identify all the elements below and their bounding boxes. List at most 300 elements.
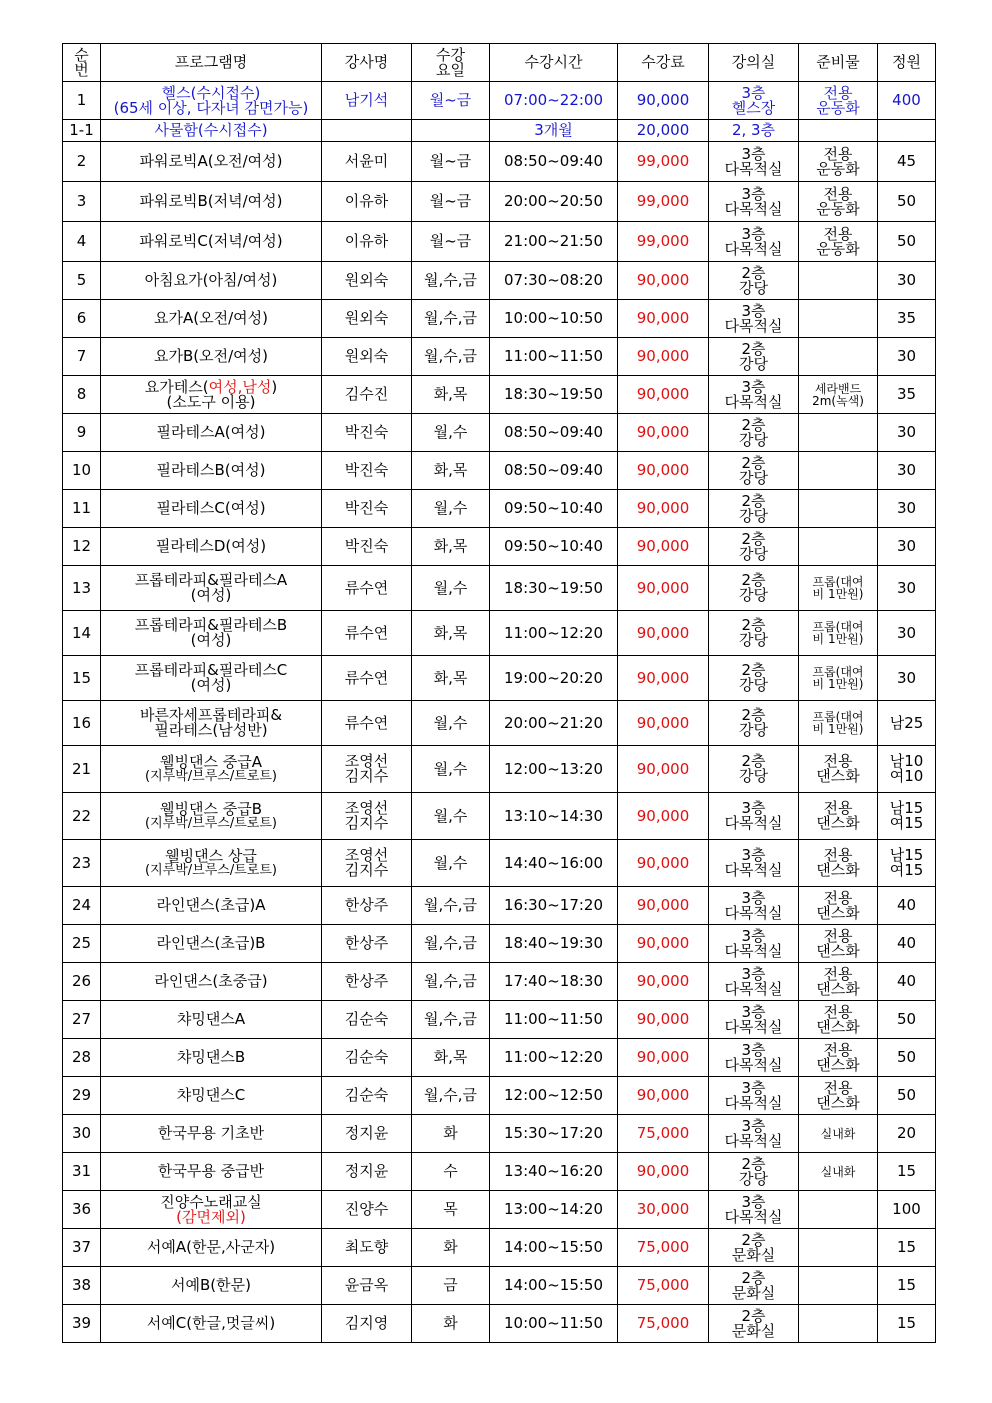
- classroom-line: 다목적실: [724, 1093, 783, 1112]
- supplies-line: 전용: [823, 964, 853, 983]
- capacity-line: 남15: [889, 799, 924, 817]
- supplies: [799, 82, 878, 120]
- class-time: [490, 1305, 618, 1343]
- program-name-line: (소도구 이용): [166, 392, 256, 411]
- capacity: [878, 82, 936, 120]
- program-name: [101, 528, 322, 566]
- classroom: [709, 1229, 799, 1267]
- classroom: [709, 452, 799, 490]
- class-days-line: 화,목: [433, 668, 468, 687]
- row-number-line: 12: [71, 537, 92, 555]
- table-row: [63, 1153, 936, 1191]
- row-number: [63, 120, 101, 142]
- instructor-line: 원외숙: [344, 271, 389, 289]
- class-time-line: 11:00~11:50: [503, 1010, 604, 1028]
- fee: [618, 82, 709, 120]
- fee-line: 99,000: [636, 152, 690, 170]
- capacity: [878, 887, 936, 925]
- table-row: [63, 262, 936, 300]
- program-name-line: 웰빙댄스 중급A: [160, 753, 262, 771]
- fee-line: 75,000: [636, 1238, 690, 1256]
- fee-line: 75,000: [636, 1314, 690, 1332]
- class-days: [412, 746, 490, 793]
- classroom: [709, 701, 799, 746]
- class-days: [412, 963, 490, 1001]
- classroom: [709, 338, 799, 376]
- header-no: 순 번: [63, 44, 101, 82]
- supplies: [799, 300, 878, 338]
- program-name: [101, 1191, 322, 1229]
- class-time-line: 20:00~20:50: [503, 192, 604, 210]
- fee-line: 90,000: [636, 1048, 690, 1066]
- capacity-line: 35: [896, 385, 917, 403]
- row-number: [63, 1115, 101, 1153]
- instructor: [322, 338, 412, 376]
- capacity: [878, 925, 936, 963]
- table-row: [63, 925, 936, 963]
- row-number: [63, 1191, 101, 1229]
- class-time: [490, 1191, 618, 1229]
- capacity: [878, 1077, 936, 1115]
- instructor: [322, 1115, 412, 1153]
- classroom-line: 강당: [739, 1169, 768, 1188]
- capacity: [878, 262, 936, 300]
- fee: [618, 376, 709, 414]
- instructor: [322, 1001, 412, 1039]
- classroom-line: 2층: [741, 453, 766, 472]
- instructor: [322, 925, 412, 963]
- capacity-line: 35: [896, 309, 917, 327]
- row-number-line: 39: [71, 1314, 92, 1332]
- classroom-line: 다목적실: [724, 316, 783, 335]
- class-days: [412, 925, 490, 963]
- capacity: [878, 656, 936, 701]
- classroom: [709, 1153, 799, 1191]
- capacity-line: 30: [896, 537, 917, 555]
- instructor: [322, 490, 412, 528]
- class-days-line: 수: [443, 1162, 458, 1180]
- row-number: [63, 262, 101, 300]
- program-name-line: 파워로빅B(저녁/여성): [139, 192, 283, 210]
- class-time-line: 11:00~12:20: [503, 1048, 604, 1066]
- instructor: [322, 793, 412, 840]
- supplies: [799, 1305, 878, 1343]
- fee: [618, 887, 709, 925]
- program-name: [101, 701, 322, 746]
- program-name-line: 서예C(한글,멋글씨): [146, 1314, 276, 1332]
- supplies-line: 프롭(대여: [812, 665, 864, 679]
- fee-line: 90,000: [636, 972, 690, 990]
- class-time-line: 07:00~22:00: [503, 91, 604, 109]
- classroom-line: 다목적실: [724, 861, 783, 879]
- capacity-line: 여15: [889, 814, 924, 832]
- program-name-line: (여성): [190, 631, 232, 649]
- program-name-line: 챠밍댄스B: [176, 1048, 246, 1066]
- fee-line: 90,000: [636, 91, 690, 109]
- class-time-line: 18:40~19:30: [503, 934, 604, 952]
- instructor-line: 남기석: [344, 91, 389, 109]
- classroom: [709, 262, 799, 300]
- instructor: [322, 1077, 412, 1115]
- row-number-line: 1: [76, 91, 87, 109]
- classroom-line: 강당: [739, 586, 768, 604]
- supplies: [799, 656, 878, 701]
- class-time: [490, 300, 618, 338]
- classroom: [709, 414, 799, 452]
- instructor-line: 박진숙: [344, 423, 389, 441]
- class-time-line: 20:00~21:20: [503, 713, 604, 732]
- fee-line: 20,000: [636, 121, 690, 139]
- capacity: [878, 963, 936, 1001]
- header-time: 수강시간: [490, 44, 618, 82]
- class-days-line: 월~금: [429, 232, 472, 250]
- row-number: [63, 793, 101, 840]
- row-number: [63, 963, 101, 1001]
- class-days: [412, 528, 490, 566]
- classroom: [709, 656, 799, 701]
- classroom-line: 2층: [741, 529, 766, 548]
- instructor-line: 류수연: [344, 578, 389, 597]
- class-time-line: 13:00~14:20: [503, 1200, 604, 1218]
- program-name-line: 한국무용 기초반: [157, 1124, 265, 1142]
- program-name-line: 필라테스(남성반): [154, 721, 268, 739]
- supplies: [799, 182, 878, 222]
- classroom-line: 3층: [741, 301, 766, 320]
- class-days-line: 월,수: [433, 853, 468, 872]
- class-days: [412, 1001, 490, 1039]
- class-days-line: 화: [443, 1124, 458, 1142]
- fee: [618, 1077, 709, 1115]
- classroom: [709, 840, 799, 887]
- class-days-line: 월,수: [433, 578, 468, 597]
- classroom-line: 2층: [741, 491, 766, 510]
- instructor-line: 김순숙: [344, 1086, 389, 1104]
- class-time-line: 16:30~17:20: [503, 896, 604, 914]
- program-name: [101, 1039, 322, 1077]
- program-name-line: 라인댄스(초급)B: [156, 934, 266, 952]
- fee: [618, 963, 709, 1001]
- class-time: [490, 1039, 618, 1077]
- capacity: [878, 1115, 936, 1153]
- class-days: [412, 300, 490, 338]
- classroom: [709, 746, 799, 793]
- row-number-line: 13: [71, 578, 92, 597]
- classroom-line: 강당: [739, 544, 768, 563]
- fee-line: 90,000: [636, 896, 690, 914]
- classroom: [709, 1039, 799, 1077]
- classroom-line: 2층: [741, 1306, 766, 1325]
- classroom-line: 3층: [741, 964, 766, 983]
- program-name: [101, 1153, 322, 1191]
- program-name-line: 프롭테라피&필라테스B: [134, 616, 288, 634]
- table-row: [63, 120, 936, 142]
- classroom-line: 3층: [741, 224, 766, 243]
- program-name: [101, 142, 322, 182]
- capacity: [878, 1153, 936, 1191]
- capacity-line: 50: [896, 1086, 917, 1104]
- fee-line: 90,000: [636, 1162, 690, 1180]
- fee: [618, 120, 709, 142]
- row-number: [63, 300, 101, 338]
- classroom-line: 3층: [741, 1078, 766, 1097]
- row-number: [63, 1229, 101, 1267]
- class-days: [412, 611, 490, 656]
- supplies: [799, 1001, 878, 1039]
- program-name-line: (지루박/브루스/트로트): [145, 816, 277, 831]
- fee-line: 99,000: [636, 192, 690, 210]
- classroom-line: 2층: [741, 1154, 766, 1173]
- class-time: [490, 338, 618, 376]
- instructor-line: 원외숙: [344, 347, 389, 365]
- program-schedule-table: [62, 43, 936, 1343]
- classroom-line: 다목적실: [724, 392, 783, 411]
- instructor: [322, 1153, 412, 1191]
- supplies-line: 프롭(대여: [812, 575, 864, 589]
- class-days-line: 월,수: [433, 423, 468, 441]
- supplies: [799, 1077, 878, 1115]
- class-time-line: 10:00~11:50: [503, 1314, 604, 1332]
- row-number-line: 38: [71, 1276, 92, 1294]
- class-days-line: 목: [443, 1200, 458, 1218]
- fee: [618, 656, 709, 701]
- class-days: [412, 566, 490, 611]
- instructor-line: 한상주: [344, 896, 389, 914]
- instructor-line: 김지수: [344, 767, 389, 785]
- supplies: [799, 376, 878, 414]
- capacity-line: 30: [896, 578, 917, 597]
- class-days-line: 월,수,금: [423, 271, 477, 289]
- row-number: [63, 887, 101, 925]
- program-name-line: (지루박/브루스/트로트): [145, 863, 277, 878]
- supplies: [799, 611, 878, 656]
- row-number: [63, 611, 101, 656]
- class-time-line: 3개월: [534, 121, 573, 139]
- classroom: [709, 120, 799, 142]
- supplies-line: 운동화: [816, 239, 860, 258]
- classroom: [709, 222, 799, 262]
- program-name-line: 라인댄스(초중급): [154, 972, 268, 990]
- classroom-line: 3층: [741, 799, 766, 817]
- fee-line: 90,000: [636, 1086, 690, 1104]
- instructor-line: 이유하: [344, 232, 389, 250]
- class-days: [412, 656, 490, 701]
- class-days-line: 월~금: [429, 192, 472, 210]
- classroom-line: 2층: [741, 752, 766, 770]
- row-number: [63, 142, 101, 182]
- class-time: [490, 611, 618, 656]
- fee: [618, 142, 709, 182]
- supplies-line: 전용: [823, 1040, 853, 1059]
- table-row: [63, 840, 936, 887]
- fee-line: 90,000: [636, 668, 690, 687]
- capacity-line: 100: [892, 1200, 921, 1218]
- table-row: [63, 1305, 936, 1343]
- class-days: [412, 120, 490, 142]
- capacity-line: 15: [896, 1314, 917, 1332]
- instructor: [322, 746, 412, 793]
- supplies: [799, 1229, 878, 1267]
- program-name-line: 파워로빅A(오전/여성): [139, 152, 283, 170]
- supplies-line: 세라밴드: [814, 381, 862, 396]
- table-row: [63, 1191, 936, 1229]
- class-days: [412, 262, 490, 300]
- classroom-line: 다목적실: [724, 1017, 783, 1036]
- class-days-line: 월,수,금: [423, 1086, 477, 1104]
- fee: [618, 414, 709, 452]
- class-time-line: 11:00~11:50: [503, 347, 604, 365]
- supplies: [799, 1039, 878, 1077]
- program-name: [101, 222, 322, 262]
- program-name: [101, 262, 322, 300]
- instructor: [322, 376, 412, 414]
- row-number: [63, 452, 101, 490]
- classroom-line: 2층: [741, 706, 766, 724]
- header-row: [63, 44, 936, 82]
- supplies: [799, 963, 878, 1001]
- program-name: [101, 82, 322, 120]
- supplies-line: 운동화: [816, 199, 860, 218]
- instructor-line: 김지수: [344, 861, 389, 879]
- supplies: [799, 840, 878, 887]
- table-row: [63, 300, 936, 338]
- supplies-line: 전용: [823, 1078, 853, 1097]
- class-time: [490, 656, 618, 701]
- capacity-line: 15: [896, 1276, 917, 1294]
- fee-line: 99,000: [636, 232, 690, 250]
- class-time: [490, 376, 618, 414]
- table-row: [63, 1115, 936, 1153]
- instructor: [322, 840, 412, 887]
- capacity: [878, 376, 936, 414]
- capacity-line: 30: [896, 623, 917, 642]
- supplies: [799, 142, 878, 182]
- class-time-line: 07:30~08:20: [503, 271, 604, 289]
- program-name: [101, 1115, 322, 1153]
- instructor-line: 이유하: [344, 192, 389, 210]
- instructor-line: 한상주: [344, 972, 389, 990]
- instructor: [322, 656, 412, 701]
- row-number: [63, 490, 101, 528]
- class-time: [490, 528, 618, 566]
- classroom: [709, 142, 799, 182]
- capacity: [878, 1267, 936, 1305]
- row-number-line: 24: [71, 896, 92, 914]
- row-number-line: 7: [76, 347, 87, 365]
- table-row: [63, 611, 936, 656]
- class-time-line: 08:50~09:40: [503, 461, 604, 479]
- supplies: [799, 528, 878, 566]
- program-name: [101, 338, 322, 376]
- program-name-line: 요가B(오전/여성): [154, 347, 268, 365]
- supplies: [799, 746, 878, 793]
- header-program: 프로그램명: [101, 44, 322, 82]
- table-row: [63, 1077, 936, 1115]
- program-name: [101, 1077, 322, 1115]
- program-name: [101, 300, 322, 338]
- fee: [618, 338, 709, 376]
- instructor: [322, 222, 412, 262]
- class-time: [490, 414, 618, 452]
- capacity: [878, 1039, 936, 1077]
- class-time-line: 11:00~12:20: [503, 623, 604, 642]
- class-time-line: 14:00~15:50: [503, 1238, 604, 1256]
- instructor-line: 윤금옥: [344, 1276, 389, 1294]
- row-number-line: 2: [76, 152, 87, 170]
- class-time-line: 14:40~16:00: [503, 853, 604, 872]
- row-number: [63, 925, 101, 963]
- class-days-line: 화,목: [433, 385, 468, 403]
- instructor-line: 류수연: [344, 668, 389, 687]
- program-name: [101, 1267, 322, 1305]
- instructor-line: 박진숙: [344, 461, 389, 479]
- fee: [618, 1191, 709, 1229]
- row-number: [63, 840, 101, 887]
- row-number-line: 10: [71, 461, 92, 479]
- classroom-line: 문화실: [731, 1283, 776, 1302]
- classroom-line: 문화실: [731, 1321, 776, 1340]
- supplies: [799, 1191, 878, 1229]
- row-number-line: 30: [71, 1124, 92, 1142]
- instructor-line: 정지윤: [344, 1124, 389, 1142]
- instructor-line: 한상주: [344, 934, 389, 952]
- classroom-line: 2층: [741, 571, 766, 589]
- table-row: [63, 887, 936, 925]
- capacity-line: 15: [896, 1162, 917, 1180]
- classroom-line: 다목적실: [724, 903, 783, 922]
- instructor-line: 정지윤: [344, 1162, 389, 1180]
- table-row: [63, 656, 936, 701]
- classroom-line: 강당: [739, 767, 768, 785]
- supplies-line: 비 1만원): [812, 722, 864, 736]
- class-days-line: 월,수: [433, 806, 468, 825]
- class-time: [490, 1229, 618, 1267]
- supplies: [799, 566, 878, 611]
- header-days: 수강 요일: [412, 44, 490, 82]
- class-days-line: 화,목: [433, 461, 468, 479]
- classroom: [709, 1191, 799, 1229]
- class-time: [490, 566, 618, 611]
- fee-line: 90,000: [636, 309, 690, 327]
- fee: [618, 925, 709, 963]
- capacity: [878, 566, 936, 611]
- capacity-line: 50: [896, 192, 917, 210]
- program-name: [101, 887, 322, 925]
- classroom: [709, 1305, 799, 1343]
- instructor: [322, 1267, 412, 1305]
- header-instructor: 강사명: [322, 44, 412, 82]
- class-time: [490, 262, 618, 300]
- supplies: [799, 262, 878, 300]
- capacity-line: 30: [896, 423, 917, 441]
- class-days-line: 화,목: [433, 623, 468, 642]
- header-supplies: 준비물: [799, 44, 878, 82]
- instructor: [322, 1039, 412, 1077]
- row-number-line: 6: [76, 309, 87, 327]
- capacity-line: 30: [896, 461, 917, 479]
- class-days-line: 화,목: [433, 537, 468, 555]
- program-name-line: 필라테스B(여성): [156, 461, 266, 479]
- class-days: [412, 1229, 490, 1267]
- capacity-line: 40: [896, 934, 917, 952]
- class-time: [490, 120, 618, 142]
- supplies-line: 전용: [823, 926, 853, 945]
- class-days: [412, 338, 490, 376]
- fee: [618, 1229, 709, 1267]
- program-name-line: 필라테스A(여성): [156, 423, 266, 441]
- instructor-line: 김순숙: [344, 1048, 389, 1066]
- capacity: [878, 1001, 936, 1039]
- supplies: [799, 793, 878, 840]
